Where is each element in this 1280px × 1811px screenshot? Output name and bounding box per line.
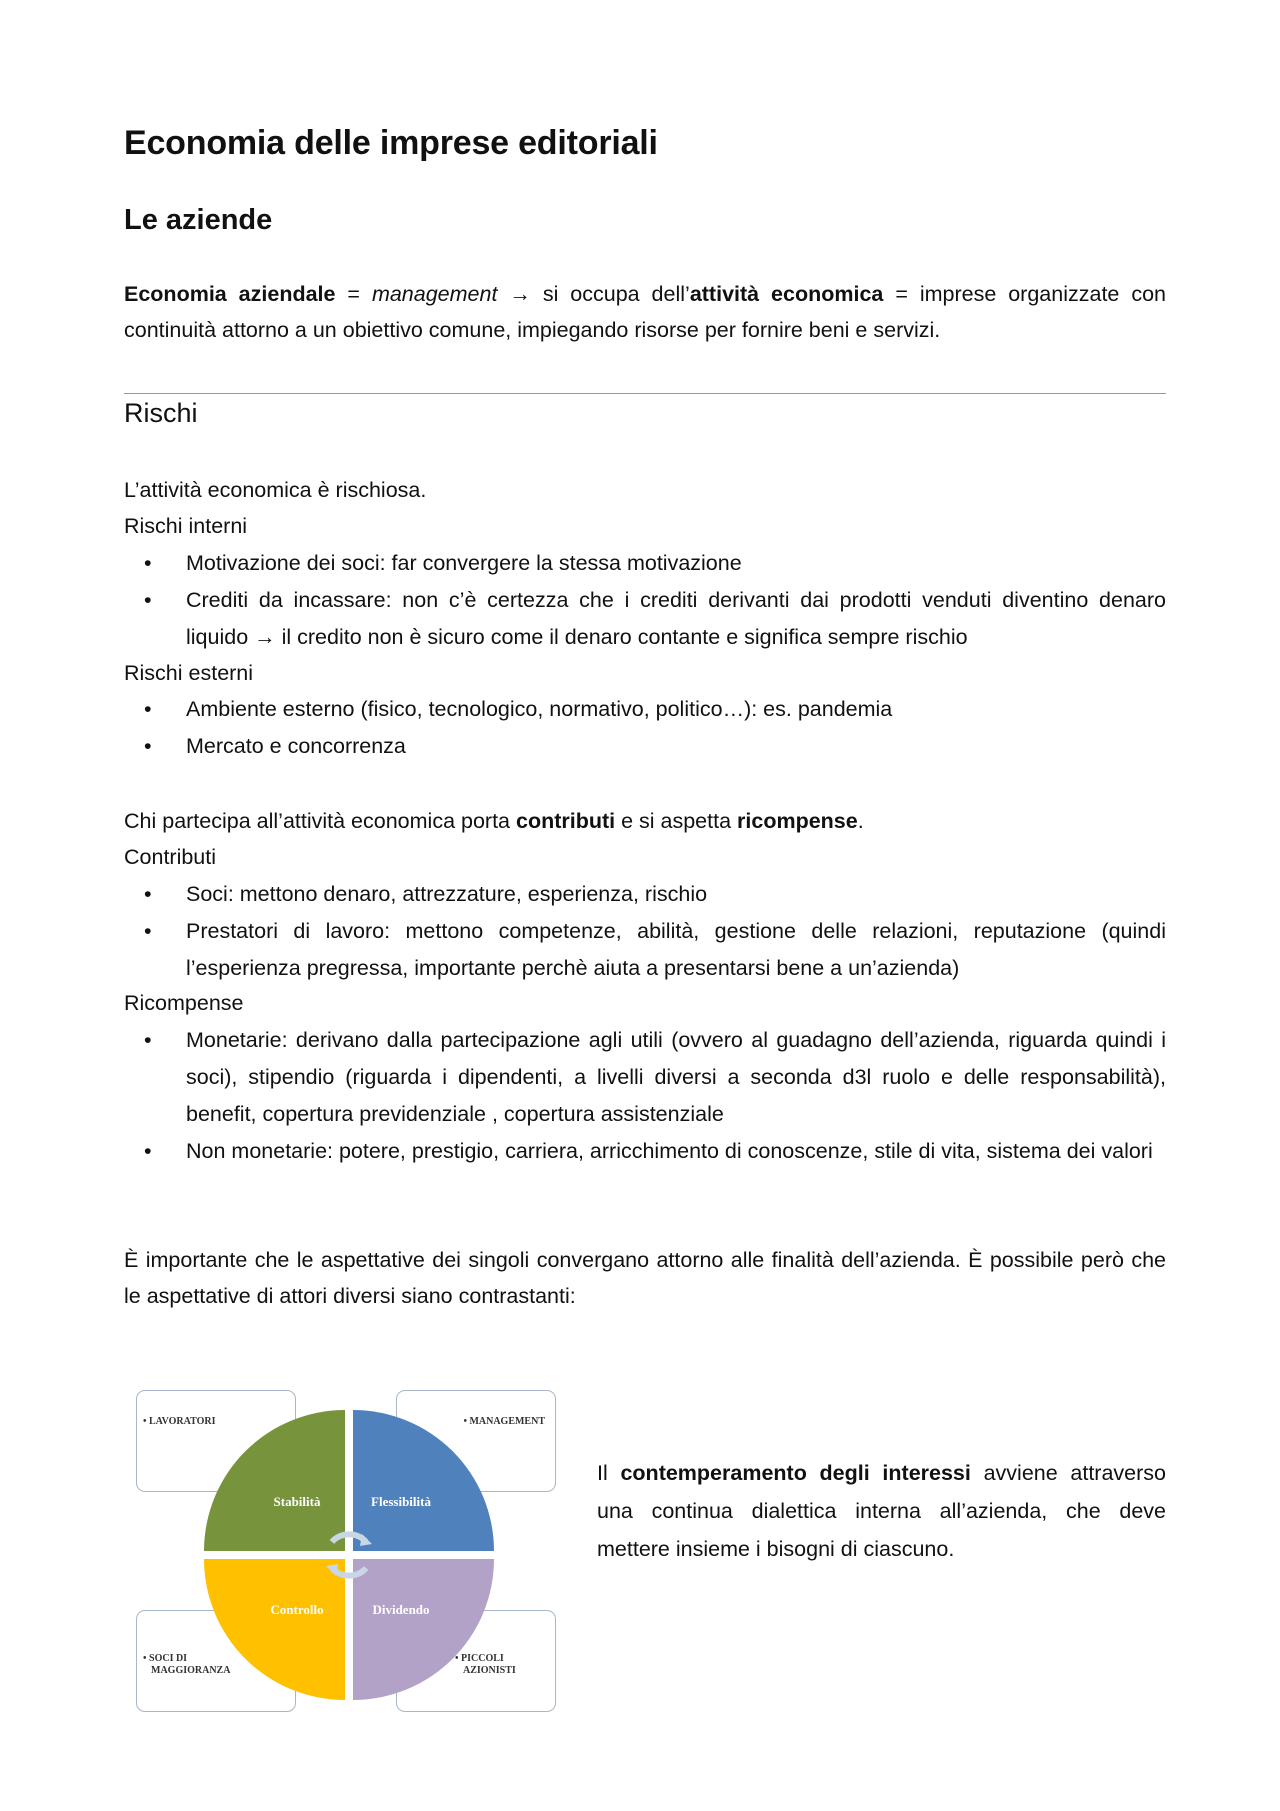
section-title: Le aziende — [124, 204, 273, 236]
list-item: • Prestatori di lavoro: mettono competenze, abilità, gestione delle relazioni, reputazione (quindi l’esperienza pregressa, importante perchè aiuta a presentarsi bene a un’azienda) — [144, 919, 1166, 980]
list-item: • Crediti da incassare: non c’è certezza che i crediti derivanti dai prodotti venduti diventino denaro liquido → il credito non è sicuro come il denaro contante e significa sempre rischio — [144, 588, 1166, 649]
quadrant-circle — [204, 1410, 494, 1700]
aspettative-paragraph: È importante che le aspettative dei singoli convergano attorno alle finalità dell’azienda. È possibile però che le aspettative di attori diversi siano contrastanti: — [124, 1248, 1166, 1308]
intro-paragraph: Economia aziendale = management → si occupa dell’attività economica = imprese organizzate con continuità attorno a un obiettivo comune, impiegando risorse per fornire beni e servizi. — [124, 282, 1166, 342]
side-paragraph: Il contemperamento degli interessi avviene attraverso una continua dialettica interna all’azienda, che deve mettere insieme i bisogni di ciascuno. — [597, 1460, 1166, 1561]
rischi-lead: L’attività economica è rischiosa. — [124, 478, 427, 502]
list-item: • Ambiente esterno (fisico, tecnologico, normativo, politico…): es. pandemia — [144, 697, 893, 721]
label-dividendo: Dividendo — [372, 1602, 430, 1617]
section-divider — [124, 393, 1166, 394]
list-item: • Motivazione dei soci: far convergere la stessa motivazione — [144, 551, 742, 575]
list-item: • Soci: mettono denaro, attrezzature, esperienza, rischio — [144, 882, 708, 906]
stakeholder-diagram — [136, 1390, 556, 1720]
list-item: • Non monetarie: potere, prestigio, carriera, arricchimento di conoscenze, stile di vita, sistema dei valori — [144, 1139, 1153, 1163]
box-soci-maggioranza: • SOCI DI MAGGIORANZA — [136, 1610, 296, 1712]
rischi-heading: Rischi — [124, 398, 198, 428]
list-item: • Monetarie: derivano dalla partecipazione agli utili (ovvero al guadagno dell’azienda, riguarda quindi i soci), stipendio (riguarda i dipendenti, a livelli diversi a seconda d3l ruolo e delle responsabilità), benefit, copertura previdenziale , copertura assistenziale — [144, 1028, 1166, 1126]
page-title: Economia delle imprese editoriali — [124, 124, 658, 162]
rischi-interni-label: Rischi interni — [124, 514, 248, 538]
box-piccoli-azionisti: • PICCOLI AZIONISTI — [396, 1610, 556, 1712]
rischi-esterni-list — [124, 691, 1166, 765]
label-stabilita: Stabilità — [273, 1494, 321, 1509]
contributi-label: Contributi — [124, 845, 217, 869]
term-attivita-economica: attività economica — [689, 282, 884, 306]
ricompense-label: Ricompense — [124, 991, 244, 1015]
contributi-list — [124, 876, 1166, 987]
label-controllo: Controllo — [270, 1602, 324, 1617]
term-economia-aziendale: Economia aziendale — [124, 282, 336, 306]
rischi-interni-list — [124, 545, 1166, 656]
quadrant-controllo — [204, 1559, 345, 1700]
list-item: • Mercato e concorrenza — [144, 734, 406, 758]
quadrant-dividendo — [353, 1559, 494, 1700]
term-management: management — [371, 282, 498, 306]
rischi-esterni-label: Rischi esterni — [124, 661, 254, 685]
box-management: • MANAGEMENT — [396, 1390, 556, 1492]
label-flessibilita: Flessibilità — [371, 1494, 431, 1509]
quadrant-flessibilita — [353, 1410, 494, 1551]
partecipa-sentence: Chi partecipa all’attività economica porta contributi e si aspetta ricompense. — [124, 809, 864, 833]
quadrant-stabilita — [204, 1410, 345, 1551]
ricompense-list — [124, 1022, 1166, 1170]
box-lavoratori: • LAVORATORI — [136, 1390, 296, 1492]
